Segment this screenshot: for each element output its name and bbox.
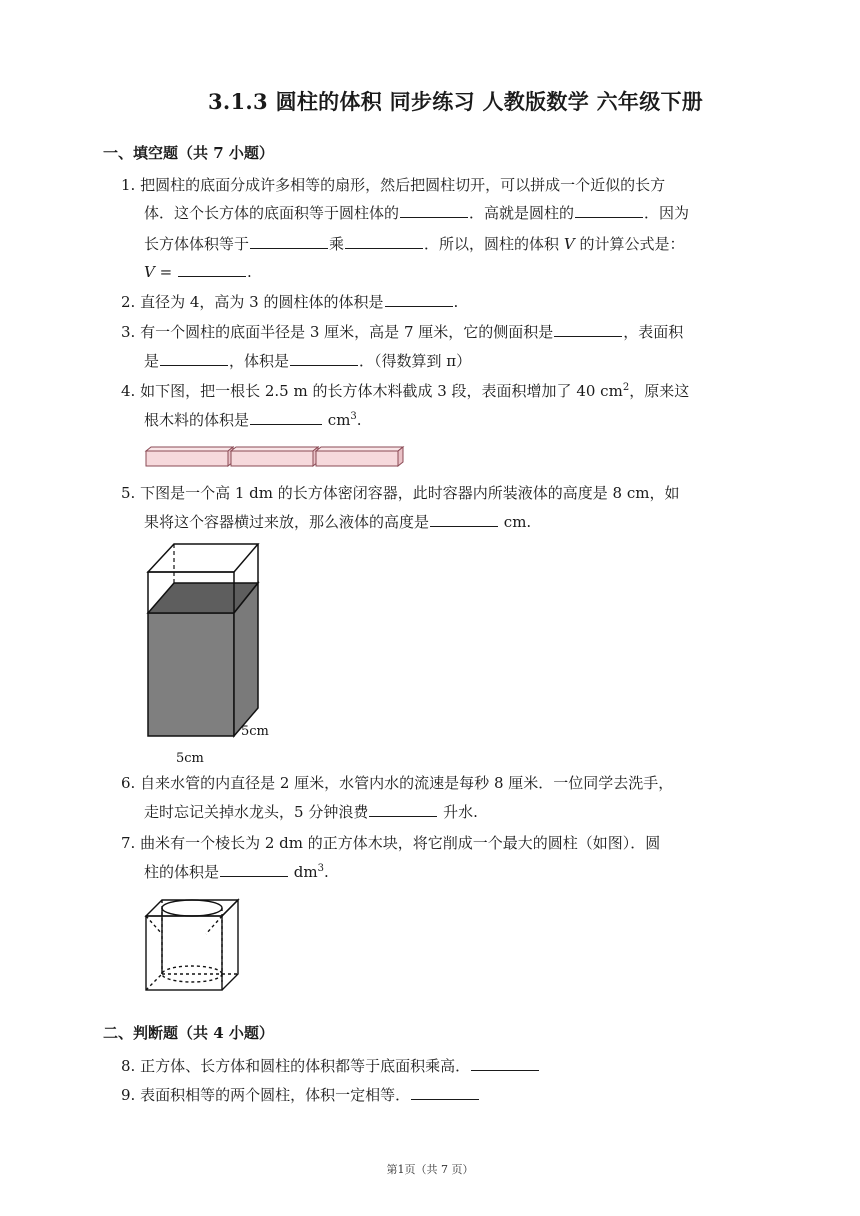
- answer-blank[interactable]: [554, 322, 622, 337]
- question-text: ，原来这: [629, 382, 690, 400]
- question-5-line-2: [144, 512, 531, 532]
- wood-piece: [316, 447, 403, 466]
- question-text: .: [453, 293, 459, 311]
- question-text: 表面积相等的两个圆柱，体积一定相等．: [140, 1086, 411, 1104]
- question-6-line-2: [144, 802, 478, 822]
- answer-blank[interactable]: [345, 234, 423, 249]
- question-1-line-4: [144, 262, 252, 282]
- question-text: ，表面积: [623, 323, 684, 341]
- wood-pieces-figure: [144, 445, 406, 469]
- question-number: 8.: [121, 1057, 136, 1075]
- answer-blank[interactable]: [250, 410, 322, 425]
- question-7-line-1: [121, 833, 660, 853]
- question-text: ．所以，圆柱的体积: [424, 235, 560, 253]
- answer-blank[interactable]: [160, 351, 228, 366]
- question-number: 4.: [121, 382, 136, 400]
- question-6-line-1: [121, 773, 673, 793]
- question-text: 下图是一个高 1 dm 的长方体密闭容器，此时容器内所装液体的高度是 8 cm，如: [140, 484, 680, 502]
- bottom-length-label: 5cm: [176, 751, 204, 766]
- question-1-line-2: [144, 203, 689, 223]
- question-text: 柱的体积是: [144, 863, 220, 881]
- superscript: 2: [622, 382, 630, 393]
- question-4-line-2: [144, 410, 362, 430]
- unit-text: cm.: [503, 513, 532, 531]
- question-text: 是: [144, 352, 160, 370]
- unit-text: cm: [327, 411, 351, 429]
- math-formula: V =: [144, 263, 173, 281]
- question-number: 6.: [121, 774, 136, 792]
- question-text: 把圆柱的底面分成许多相等的扇形，然后把圆柱切开，可以拼成一个近似的长方: [140, 176, 666, 194]
- question-3-line-1: [121, 322, 683, 342]
- question-7-line-2: [144, 862, 329, 882]
- question-text: 长方体体积等于: [144, 235, 250, 253]
- question-2: [121, 292, 458, 312]
- page-title: 3.1.3 圆柱的体积 同步练习 人教版数学 六年级下册: [208, 89, 704, 114]
- question-number: 7.: [121, 834, 136, 852]
- question-text: .: [356, 411, 362, 429]
- question-text: 根木料的体积是: [144, 411, 250, 429]
- question-text: 如下图，把一根长 2.5 m 的长方体木料截成 3 段，表面积增加了 40 cm: [140, 382, 623, 400]
- answer-blank[interactable]: [400, 203, 468, 218]
- math-variable: V: [563, 235, 575, 253]
- superscript: 3: [350, 411, 357, 422]
- answer-blank[interactable]: [250, 234, 328, 249]
- section-heading-true-false: 二、判断题（共 4 小题）: [103, 1024, 274, 1042]
- question-number: 2.: [121, 293, 136, 311]
- answer-blank[interactable]: [220, 862, 288, 877]
- section-heading-fill-blank: 一、填空题（共 7 小题）: [103, 144, 274, 162]
- question-number: 1.: [121, 176, 136, 194]
- question-8: [121, 1056, 540, 1076]
- page-footer: 第1页（共 7 页）: [386, 1163, 474, 1176]
- answer-blank[interactable]: [575, 203, 643, 218]
- answer-blank[interactable]: [411, 1085, 479, 1100]
- unit-text: dm: [293, 863, 318, 881]
- question-text: .: [246, 263, 252, 281]
- question-text: 的计算公式是：: [579, 235, 685, 253]
- answer-blank[interactable]: [178, 262, 246, 277]
- question-1-line-1: [121, 175, 665, 195]
- answer-blank[interactable]: [369, 802, 437, 817]
- question-5-line-1: [121, 483, 679, 503]
- question-text: 体．这个长方体的底面积等于圆柱体的: [144, 204, 400, 222]
- question-text: 曲米有一个棱长为 2 dm 的正方体木块，将它削成一个最大的圆柱（如图）．圆: [140, 834, 661, 852]
- question-1-line-3: [144, 234, 684, 254]
- answer-blank[interactable]: [471, 1056, 539, 1071]
- question-3-line-2: [144, 351, 471, 371]
- question-4-line-1: [121, 381, 689, 401]
- question-text: 直径为 4，高为 3 的圆柱体的体积是: [140, 293, 384, 311]
- question-number: 5.: [121, 484, 136, 502]
- question-text: ．因为: [644, 204, 690, 222]
- answer-blank[interactable]: [385, 292, 453, 307]
- question-text: 有一个圆柱的底面半径是 3 厘米，高是 7 厘米，它的侧面积是: [140, 323, 554, 341]
- question-text: .: [324, 863, 329, 881]
- question-text: ．（得数算到 π）: [359, 352, 472, 370]
- question-text: 升水.: [443, 803, 478, 821]
- question-text: 乘: [329, 235, 345, 253]
- container-figure: [140, 540, 290, 766]
- question-text: ．高就是圆柱的: [469, 204, 575, 222]
- cube-cylinder-figure: [140, 894, 242, 994]
- question-number: 9.: [121, 1086, 136, 1104]
- question-number: 3.: [121, 323, 136, 341]
- superscript: 3: [317, 863, 324, 874]
- question-text: 果将这个容器横过来放，那么液体的高度是: [144, 513, 430, 531]
- answer-blank[interactable]: [430, 512, 498, 527]
- answer-blank[interactable]: [290, 351, 358, 366]
- question-text: 走时忘记关掉水龙头，5 分钟浪费: [144, 803, 369, 821]
- question-text: ，体积是: [229, 352, 290, 370]
- question-text: 正方体、长方体和圆柱的体积都等于底面积乘高．: [140, 1057, 471, 1075]
- wood-piece: [146, 447, 233, 466]
- question-text: 自来水管的内直径是 2 厘米，水管内水的流速是每秒 8 厘米．一位同学去洗手，: [140, 774, 674, 792]
- question-9: [121, 1085, 480, 1105]
- wood-piece: [231, 447, 318, 466]
- side-length-label: 5cm: [241, 724, 269, 739]
